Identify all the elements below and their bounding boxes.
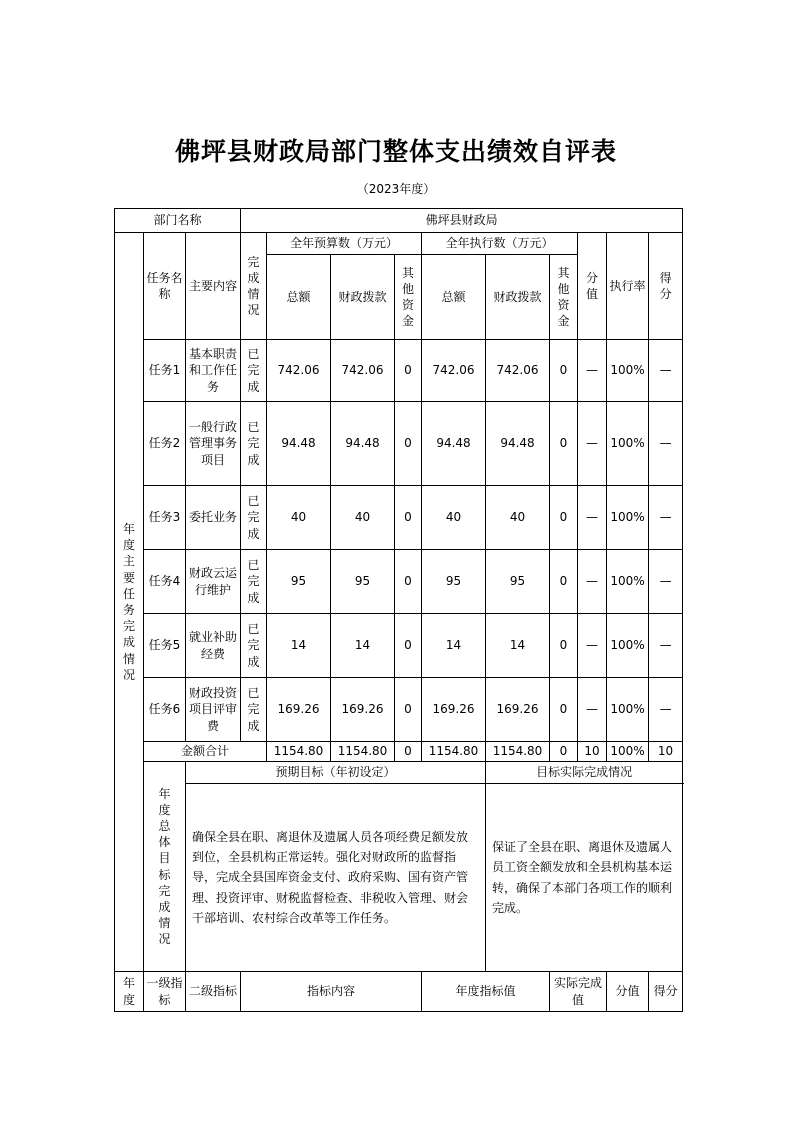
- score: —: [649, 614, 683, 678]
- sum-label: 金额合计: [144, 742, 267, 762]
- table-row: [115, 678, 683, 742]
- sum-score: 10: [649, 742, 683, 762]
- header-budget-total: 总额: [267, 255, 331, 340]
- exec-rate: 100%: [607, 486, 649, 550]
- exec-rate: 100%: [607, 340, 649, 402]
- task-content: 一般行政管理事务项目: [186, 402, 241, 486]
- task-name: 任务4: [144, 550, 186, 614]
- page-title: 佛坪县财政局部门整体支出绩效自评表: [174, 137, 617, 166]
- sum-row: [115, 742, 683, 762]
- sum-budget-total: 1154.80: [267, 742, 331, 762]
- task-name: 任务3: [144, 486, 186, 550]
- budget-total: 169.26: [267, 678, 331, 742]
- header-score: 得 分: [649, 233, 683, 340]
- exec-rate: 100%: [607, 614, 649, 678]
- actual-goal-header: 目标实际完成情况: [486, 762, 683, 784]
- sum-exec-fiscal: 1154.80: [486, 742, 550, 762]
- budget-total: 94.48: [267, 402, 331, 486]
- expected-goal-text: 确保全县在职、离退休及遗属人员各项经费足额发放到位，全县机构正常运转。强化对财政所的监督指导，完成全县国库资金支付、政府采购、国有资产管理、投资评审、财税监督检查、非税收入管理、财会干部培训、农村综合改革等工作任务。: [186, 784, 486, 972]
- exec-total: 169.26: [422, 678, 486, 742]
- score-value: —: [578, 678, 607, 742]
- budget-fiscal: 40: [331, 486, 395, 550]
- header-execution: 全年执行数（万元）: [422, 233, 578, 255]
- task-status: 已 完 成: [241, 340, 267, 402]
- score: —: [649, 550, 683, 614]
- score: —: [649, 402, 683, 486]
- exec-total: 40: [422, 486, 486, 550]
- sum-score-value: 10: [578, 742, 607, 762]
- budget-fiscal: 169.26: [331, 678, 395, 742]
- exec-other: 0: [550, 678, 578, 742]
- header-main-content: 主要内容: [186, 233, 241, 340]
- sum-budget-fiscal: 1154.80: [331, 742, 395, 762]
- table-row: [115, 486, 683, 550]
- year-label: （2023年度）: [356, 182, 436, 196]
- task-status: 已 完 成: [241, 678, 267, 742]
- task-name: 任务1: [144, 340, 186, 402]
- score-value: —: [578, 402, 607, 486]
- dept-value: 佛坪县财政局: [241, 209, 683, 233]
- budget-total: 14: [267, 614, 331, 678]
- budget-fiscal: 94.48: [331, 402, 395, 486]
- exec-rate: 100%: [607, 550, 649, 614]
- exec-fiscal: 742.06: [486, 340, 550, 402]
- table-row: [115, 402, 683, 486]
- table-row: [115, 340, 683, 402]
- section-tasks-label: 年 度 主 要 任 务 完 成 情 况: [115, 233, 144, 972]
- header-exec-fiscal: 财政拨款: [486, 255, 550, 340]
- task-status: 已 完 成: [241, 402, 267, 486]
- budget-other: 0: [395, 678, 422, 742]
- budget-other: 0: [395, 550, 422, 614]
- exec-total: 95: [422, 550, 486, 614]
- exec-rate: 100%: [607, 678, 649, 742]
- budget-other: 0: [395, 614, 422, 678]
- exec-total: 14: [422, 614, 486, 678]
- score-value: —: [578, 340, 607, 402]
- exec-fiscal: 169.26: [486, 678, 550, 742]
- score: —: [649, 486, 683, 550]
- header-budget-other: 其 他 资 金: [395, 255, 422, 340]
- goals-header-row: [115, 762, 683, 784]
- task-name: 任务5: [144, 614, 186, 678]
- expected-goal-header: 预期目标（年初设定）: [186, 762, 486, 784]
- score-value: —: [578, 614, 607, 678]
- task-content: 基本职责和工作任务: [186, 340, 241, 402]
- exec-fiscal: 94.48: [486, 402, 550, 486]
- sum-exec-total: 1154.80: [422, 742, 486, 762]
- header-completion: 完 成 情 况: [241, 233, 267, 340]
- sum-exec-rate: 100%: [607, 742, 649, 762]
- header-exec-other: 其 他 资 金: [550, 255, 578, 340]
- header-exec-rate: 执行率: [607, 233, 649, 340]
- score: —: [649, 678, 683, 742]
- header-exec-total: 总额: [422, 255, 486, 340]
- sum-budget-other: 0: [395, 742, 422, 762]
- budget-total: 95: [267, 550, 331, 614]
- exec-other: 0: [550, 550, 578, 614]
- exec-other: 0: [550, 402, 578, 486]
- indicator-header-row: [115, 972, 683, 1012]
- task-name: 任务6: [144, 678, 186, 742]
- task-content: 财政投资项目评审费: [186, 678, 241, 742]
- table-row: [115, 614, 683, 678]
- task-content: 财政云运行维护: [186, 550, 241, 614]
- score-value: —: [578, 486, 607, 550]
- dept-label: 部门名称: [115, 209, 241, 233]
- budget-fiscal: 95: [331, 550, 395, 614]
- indicator-level2: 二级指标: [186, 972, 241, 1012]
- exec-rate: 100%: [607, 402, 649, 486]
- indicator-score: 得分: [649, 972, 683, 1012]
- exec-fiscal: 14: [486, 614, 550, 678]
- task-status: 已 完 成: [241, 550, 267, 614]
- goals-content-row: [115, 784, 683, 972]
- task-content: 委托业务: [186, 486, 241, 550]
- table-row: [115, 550, 683, 614]
- header-budget: 全年预算数（万元）: [267, 233, 422, 255]
- exec-total: 94.48: [422, 402, 486, 486]
- section-goals-label: 年 度 总 体 目 标 完 成 情 况: [144, 762, 186, 972]
- budget-other: 0: [395, 402, 422, 486]
- dept-row: [115, 209, 683, 233]
- budget-other: 0: [395, 486, 422, 550]
- task-status: 已 完 成: [241, 486, 267, 550]
- header-score-value: 分 值: [578, 233, 607, 340]
- indicator-level1: 一级指标: [144, 972, 186, 1012]
- exec-total: 742.06: [422, 340, 486, 402]
- exec-other: 0: [550, 486, 578, 550]
- task-status: 已 完 成: [241, 614, 267, 678]
- budget-fiscal: 14: [331, 614, 395, 678]
- exec-other: 0: [550, 340, 578, 402]
- indicator-value: 分值: [607, 972, 649, 1012]
- exec-fiscal: 95: [486, 550, 550, 614]
- evaluation-table: [114, 208, 683, 1012]
- indicator-content: 指标内容: [241, 972, 422, 1012]
- score-value: —: [578, 550, 607, 614]
- budget-fiscal: 742.06: [331, 340, 395, 402]
- score: —: [649, 340, 683, 402]
- budget-total: 742.06: [267, 340, 331, 402]
- exec-fiscal: 40: [486, 486, 550, 550]
- indicator-year-label: 年 度: [115, 972, 144, 1012]
- budget-total: 40: [267, 486, 331, 550]
- budget-other: 0: [395, 340, 422, 402]
- exec-other: 0: [550, 614, 578, 678]
- header-row-1: [115, 233, 683, 255]
- task-content: 就业补助经费: [186, 614, 241, 678]
- actual-goal-text: 保证了全县在职、离退休及遗属人员工资全额发放和全县机构基本运转，确保了本部门各项工作的顺利完成。: [486, 784, 683, 972]
- header-task-name: 任务名称: [144, 233, 186, 340]
- indicator-target: 年度指标值: [422, 972, 550, 1012]
- header-budget-fiscal: 财政拨款: [331, 255, 395, 340]
- indicator-actual: 实际完成值: [550, 972, 607, 1012]
- sum-exec-other: 0: [550, 742, 578, 762]
- task-name: 任务2: [144, 402, 186, 486]
